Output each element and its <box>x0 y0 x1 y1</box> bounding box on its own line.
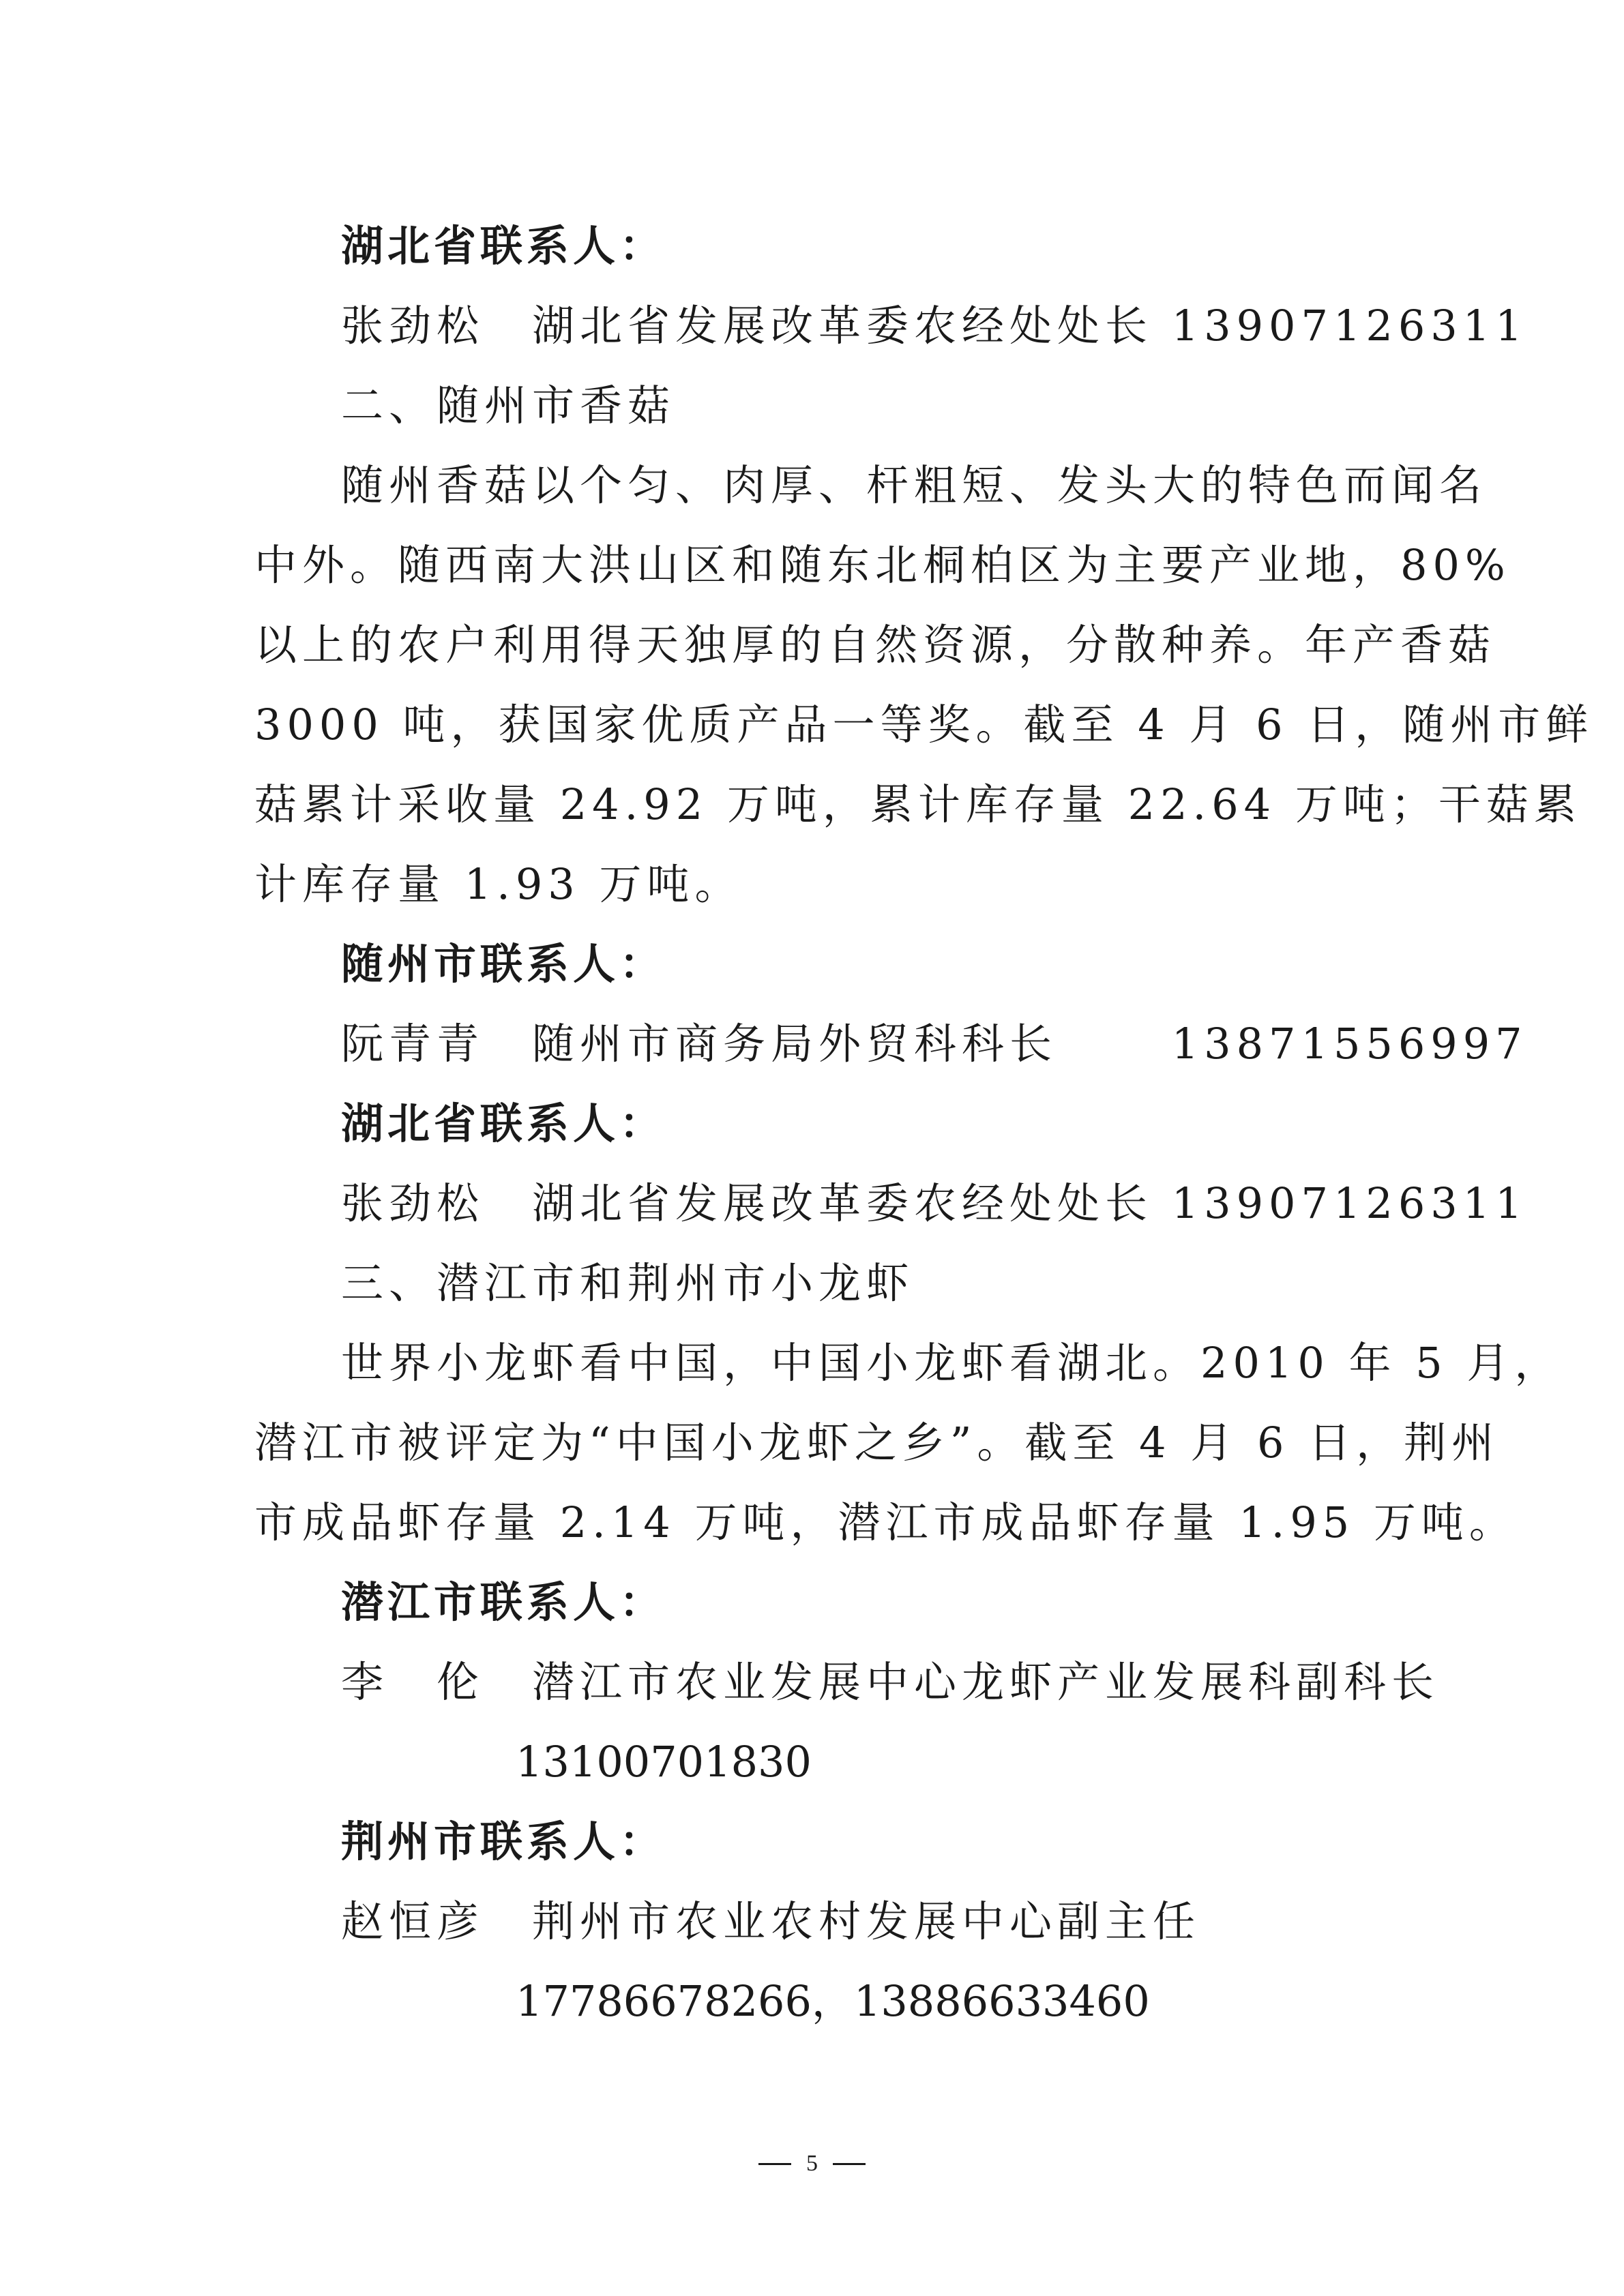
heading-qianjiang-contact: 潜江市联系人： <box>341 1577 666 1627</box>
contact-zhang-jinsong-2: 张劲松 湖北省发展改革委农经处处长 13907126311 <box>341 1178 1528 1228</box>
heading-suizhou-contact: 随州市联系人： <box>341 939 666 989</box>
paragraph-mushroom-line-2: 中外。随西南大洪山区和随东北桐柏区为主要产业地，80% <box>254 540 1511 590</box>
paragraph-mushroom-line-1: 随州香菇以个匀、肉厚、杆粗短、发头大的特色而闻名 <box>341 460 1488 510</box>
paragraph-mushroom-line-3: 以上的农户利用得天独厚的自然资源，分散种养。年产香菇 <box>254 620 1496 670</box>
footer-dash-right <box>833 2163 866 2165</box>
paragraph-crayfish-line-3: 市成品虾存量 2.14 万吨，潜江市成品虾存量 1.95 万吨。 <box>254 1497 1517 1547</box>
contact-ruan-qingqing: 阮青青 随州市商务局外贸科科长 13871556997 <box>341 1019 1528 1069</box>
page-number: 5 <box>806 2151 818 2176</box>
footer-dash-left <box>758 2163 791 2165</box>
contact-li-lun-phone: 13100701830 <box>516 1737 812 1787</box>
contact-li-lun: 李 伦 潜江市农业发展中心龙虾产业发展科副科长 <box>341 1657 1440 1707</box>
paragraph-mushroom-line-4: 3000 吨，获国家优质产品一等奖。截至 4 月 6 日，随州市鲜 <box>254 700 1594 749</box>
heading-hubei-contact-1: 湖北省联系人： <box>341 221 666 271</box>
paragraph-crayfish-line-1: 世界小龙虾看中国，中国小龙虾看湖北。2010 年 5 月， <box>341 1338 1563 1388</box>
paragraph-mushroom-line-6: 计库存量 1.93 万吨。 <box>254 859 743 909</box>
section-three-title: 三、潜江市和荆州市小龙虾 <box>341 1258 915 1308</box>
page-footer <box>0 2147 1624 2181</box>
section-two-title: 二、随州市香菇 <box>341 381 676 430</box>
heading-jingzhou-contact: 荆州市联系人： <box>341 1817 666 1866</box>
paragraph-mushroom-line-5: 菇累计采收量 24.92 万吨，累计库存量 22.64 万吨；干菇累 <box>254 779 1582 829</box>
contact-zhao-hengyan-phones: 17786678266，13886633460 <box>516 1976 1150 2026</box>
contact-zhang-jinsong-1: 张劲松 湖北省发展改革委农经处处长 13907126311 <box>341 301 1528 351</box>
heading-hubei-contact-2: 湖北省联系人： <box>341 1099 666 1148</box>
contact-zhao-hengyan: 赵恒彦 荆州市农业农村发展中心副主任 <box>341 1896 1201 1946</box>
paragraph-crayfish-line-2: 潜江市被评定为“中国小龙虾之乡”。截至 4 月 6 日，荆州 <box>254 1418 1500 1467</box>
